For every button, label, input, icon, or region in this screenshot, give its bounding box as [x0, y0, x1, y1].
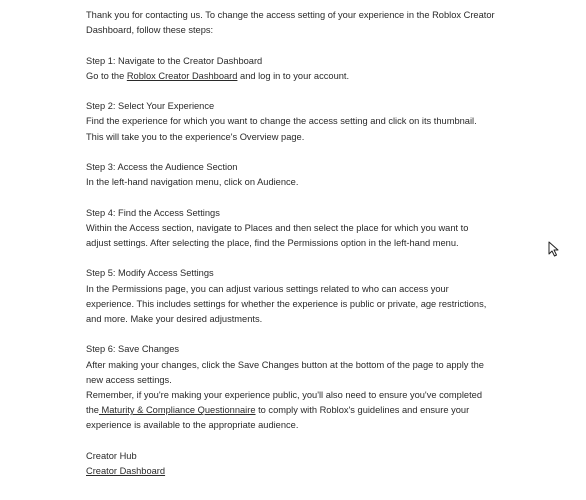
support-response-text	[86, 8, 516, 494]
step-5-line-2: experience. This includes settings for whether the experience is public or private, age restrictions,	[86, 298, 487, 309]
step-6-line-1: After making your changes, click the Save Changes button at the bottom of the page to apply the	[86, 359, 484, 370]
roblox-creator-dashboard-link[interactable]: Roblox Creator Dashboard	[126, 70, 238, 81]
intro-line-2: Dashboard, follow these steps:	[86, 25, 214, 36]
mouse-pointer-icon	[548, 241, 560, 257]
step-2-line-2: This will take you to the experience's Overview page.	[86, 131, 305, 142]
step-6-line-3: Remember, if you're making your experience public, you'll also need to ensure you've completed	[86, 389, 483, 400]
footer-link-line	[86, 464, 516, 479]
step-6-line-5: experience is available to the appropriate audience.	[86, 420, 299, 431]
step-4-line-2: adjust settings. After selecting the place, find the Permissions option in the left-hand menu.	[86, 237, 459, 248]
step-2-heading: Step 2: Select Your Experience	[86, 101, 215, 112]
step-6-line-2: new access settings.	[86, 374, 172, 385]
step-1	[86, 54, 516, 84]
maturity-compliance-questionnaire-link[interactable]: Maturity & Compliance Questionnaire	[98, 405, 256, 416]
step-1-text	[86, 69, 516, 84]
step-2-line-1: Find the experience for which you want to change the access setting and click on its thumbnail.	[86, 116, 477, 127]
step-3-heading: Step 3: Access the Audience Section	[86, 161, 238, 172]
step-6-line-4-suffix: to comply with Roblox's guidelines and ensure your	[255, 405, 470, 416]
step-6	[86, 342, 516, 433]
step-4	[86, 206, 516, 252]
step-1-suffix: and log in to your account.	[237, 70, 350, 81]
step-5-heading: Step 5: Modify Access Settings	[86, 268, 214, 279]
step-1-prefix: Go to the	[86, 70, 127, 81]
step-6-line-4	[86, 403, 516, 418]
intro-line-1: Thank you for contacting us. To change the access setting of your experience in the Roblox Creator	[86, 10, 495, 20]
step-6-heading: Step 6: Save Changes	[86, 344, 180, 355]
footer	[86, 449, 516, 479]
footer-label: Creator Hub	[86, 450, 137, 461]
step-3-line-1: In the left-hand navigation menu, click on Audience.	[86, 177, 299, 188]
step-1-heading: Step 1: Navigate to the Creator Dashboard	[86, 55, 263, 66]
step-6-line-4-prefix: the	[86, 405, 99, 416]
step-5	[86, 266, 516, 327]
step-3	[86, 160, 516, 190]
step-4-line-1: Within the Access section, navigate to Places and then select the place for which you want to	[86, 222, 469, 233]
step-5-line-3: and more. Make your desired adjustments.	[86, 313, 263, 324]
creator-dashboard-link[interactable]: Creator Dashboard	[86, 465, 166, 476]
step-2	[86, 99, 516, 145]
step-4-heading: Step 4: Find the Access Settings	[86, 207, 220, 218]
intro-paragraph	[86, 8, 516, 38]
step-5-line-1: In the Permissions page, you can adjust various settings related to who can access your	[86, 283, 449, 294]
